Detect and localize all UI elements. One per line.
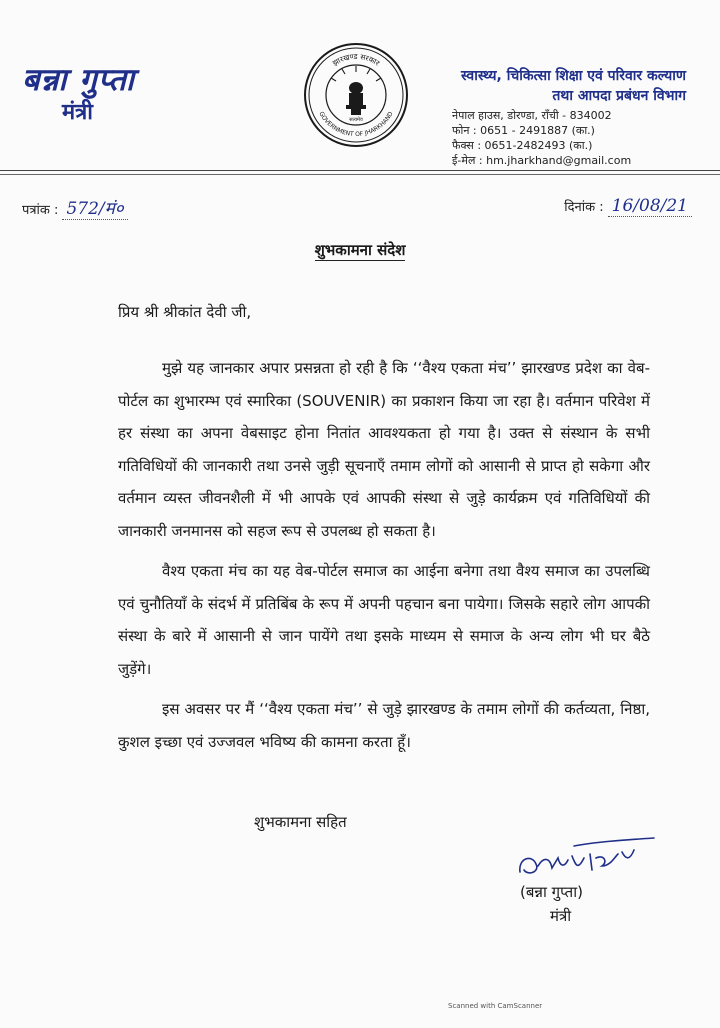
- office-address: नेपाल हाउस, डोरण्डा, राँची - 834002: [452, 109, 612, 122]
- signatory-designation: मंत्री: [550, 907, 572, 925]
- body-paragraph: वैश्य एकता मंच का यह वेब-पोर्टल समाज का आईना बनेगा तथा वैश्य समाज का उपलब्धि एवं चुनौतियाँ के संदर्भ में प्रतिबिंब के रूप में अपनी पहचान बना पायेगा। जिसके सहारे लोग आपकी संस्था के बारे में आसानी से जान पायेंगे तथा इसके माध्यम से समाज के अन्य लोग भी घर बैठे जुड़ेंगे।: [118, 562, 650, 678]
- office-phone: फोन : 0651 - 2491887 (का.): [452, 124, 595, 137]
- seal-bottom-text: GOVERNMENT OF JHARKHAND: [317, 110, 395, 139]
- reference-number: [22, 196, 128, 219]
- office-fax: फैक्स : 0651-2482493 (का.): [452, 139, 593, 152]
- date-label: दिनांक :: [564, 200, 604, 215]
- seal-top-text: झारखण्ड सरकार: [330, 51, 382, 68]
- minister-designation: मंत्री: [62, 99, 93, 125]
- scanner-watermark: Scanned with CamScanner: [448, 1002, 543, 1010]
- header-divider-thin: [0, 174, 720, 175]
- header-divider: [0, 170, 720, 171]
- letter-date: [564, 196, 692, 216]
- subject-heading: शुभकामना संदेश: [314, 241, 406, 259]
- handwritten-signature: [514, 836, 664, 884]
- reference-value: 572/मं०: [62, 199, 127, 220]
- svg-text:सत्यमेव: सत्यमेव: [349, 117, 363, 123]
- department-line1: स्वास्थ्य, चिकित्सा शिक्षा एवं परिवार कल्याण: [460, 68, 686, 84]
- body-paragraph: इस अवसर पर मैं ‘‘वैश्य एकता मंच’’ से जुड़े झारखण्ड के तमाम लोगों की कर्तव्यता, निष्ठा, कुशल इच्छा एवं उज्जवल भविष्य की कामना करता हूँ।: [118, 700, 650, 751]
- letter-body: [118, 352, 650, 766]
- minister-name: बन्ना गुप्ता: [22, 62, 135, 98]
- department-block: [406, 66, 686, 168]
- body-paragraph: मुझे यह जानकार अपार प्रसन्नता हो रही है कि ‘‘वैश्य एकता मंच’’ झारखण्ड प्रदेश का वेब-पोर्टल का शुभारम्भ एवं स्मारिका (SOUVENIR) का प्रकाशन किया जा रहा है। वर्तमान परिवेश में हर संस्था का अपना वेबसाइट होना नितांत आवश्यकता हो गया है। उक्त से संस्थान के सभी गतिविधियों की जानकारी तथा उनसे जुड़ी सूचनाएँ तमाम लोगों को आसानी से प्राप्त हो सकेगा और वर्तमान व्यस्त जीवनशैली में भी आपके एवं आपकी संस्था से जुड़े कार्यक्रम एवं गतिविधियों की जानकारी जनमानस को सहज रूप से उपलब्ध हो सकता है।: [118, 359, 650, 540]
- closing-line: शुभकामना सहित: [254, 813, 347, 831]
- salutation: प्रिय श्री श्रीकांत देवी जी,: [118, 303, 252, 321]
- signatory-name: (बन्ना गुप्ता): [520, 883, 583, 901]
- office-email: ई-मेल : hm.jharkhand@gmail.com: [452, 154, 632, 167]
- reference-label: पत्रांक :: [22, 203, 59, 218]
- jharkhand-seal-icon: [303, 42, 409, 148]
- department-line2: तथा आपदा प्रबंधन विभाग: [552, 88, 686, 104]
- date-value: 16/08/21: [608, 196, 692, 217]
